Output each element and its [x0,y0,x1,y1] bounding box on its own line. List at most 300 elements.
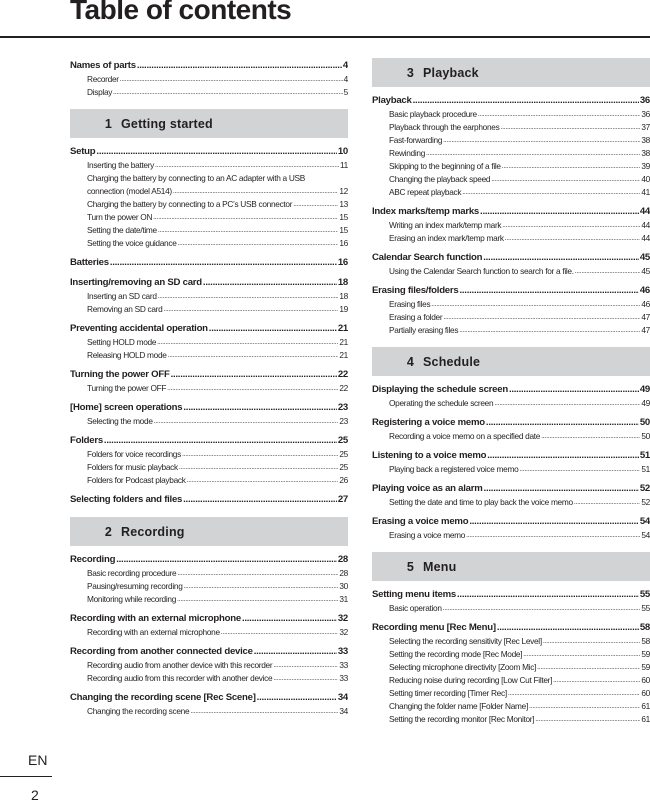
dot-leader [177,593,338,606]
dot-leader [184,580,339,593]
toc-subentry[interactable] [372,602,650,615]
toc-page-number: 36 [641,109,650,119]
toc-entry-label: Recorder [87,74,119,84]
toc-page-number: 52 [639,483,650,494]
toc-entry-label: Playing voice as an alarm [372,483,483,494]
toc-page-number: 49 [641,398,650,408]
toc-subentry[interactable] [70,382,348,395]
dot-leader [431,298,640,311]
toc-section-entry[interactable] [372,587,650,602]
toc-page-number: 41 [641,187,650,197]
dot-leader [177,567,338,580]
toc-page-number: 27 [337,494,348,505]
toc-entry-label: Operating the schedule screen [389,398,494,408]
toc-entry-label: Setting HOLD mode [87,337,157,347]
chapter-title: Recording [121,524,185,539]
toc-page-number: 11 [339,160,348,170]
dot-leader [158,224,339,237]
toc-entry-label: Recording with an external microphone [70,613,241,624]
toc-entry-label: Basic operation [389,603,442,613]
dot-leader [110,255,337,270]
toc-entry-label: Turn the power ON [87,212,153,222]
toc-subentry[interactable] [70,659,348,672]
toc-subentry[interactable] [372,232,650,245]
dot-leader [508,687,641,700]
dot-leader [171,367,337,382]
toc-section-entry[interactable] [70,400,348,415]
toc-page-number: 60 [641,675,650,685]
chapter-number: 1 [104,116,112,131]
dot-leader [158,290,339,303]
chapter-title: Getting started [121,116,213,131]
toc-page-number: 33 [337,646,348,657]
toc-entry-label: Recording from another connected device [70,646,253,657]
toc-page-number: 47 [641,325,650,335]
toc-subentry[interactable] [70,461,348,474]
toc-section-entry[interactable] [70,255,348,270]
toc-subentry[interactable] [70,567,348,580]
dot-leader [443,134,640,147]
dot-leader [575,265,641,278]
toc-subentry[interactable] [372,147,650,160]
dot-leader [457,587,639,602]
toc-entry-label: Index marks/temp marks [372,206,480,217]
toc-subentry[interactable] [70,73,348,86]
toc-page-number: 18 [337,277,348,288]
dot-leader [529,700,640,713]
dot-leader [154,415,339,428]
toc-page-number: 55 [639,589,650,600]
toc-section-entry[interactable] [70,690,348,705]
toc-entry-label: Turning the power OFF [70,369,170,380]
toc-page-number: 47 [641,312,650,322]
dot-leader [203,275,337,290]
toc-page-number: 55 [641,603,650,613]
toc-entry-label: Recording menu [Rec Menu] [372,622,496,633]
toc-subentry[interactable] [70,580,348,593]
chapter-title: Schedule [423,354,481,369]
toc-entry-label: Setting menu items [372,589,456,600]
toc-page-number: 25 [337,435,348,446]
dot-leader [462,186,640,199]
chapter-heading-menu [372,552,650,581]
toc-subentry[interactable] [372,160,650,173]
toc-subentry-continuation[interactable] [70,185,348,198]
toc-entry-label: Setting the date/time [87,225,157,235]
dot-leader [155,159,339,172]
toc-page-number: 38 [641,148,650,158]
dot-leader [574,496,641,509]
toc-subentry[interactable] [372,529,650,542]
dot-leader [486,415,639,430]
toc-subentry[interactable] [372,713,650,726]
toc-entry-label: Inserting/removing an SD card [70,277,202,288]
toc-page-number: 61 [641,714,650,724]
toc-section-entry[interactable] [70,644,348,659]
toc-entry-label: Releasing HOLD mode [87,350,167,360]
toc-page-number: 54 [641,530,650,540]
toc-page-number: 28 [339,568,348,578]
toc-entry-label: Charging the battery by connecting to a PC’s USB connector [87,199,293,209]
dot-leader [153,211,338,224]
toc-page-number: 21 [337,323,348,334]
dot-leader [491,173,640,186]
toc-page-number: 33 [339,673,348,683]
toc-entry-label: Erasing an index mark/temp mark [389,233,504,243]
toc-page-number: 58 [639,622,650,633]
toc-entry-label: Changing the recording scene [Rec Scene] [70,692,256,703]
toc-entry-label: Listening to a voice memo [372,450,487,461]
toc-entry-label: Changing the playback speed [389,174,491,184]
toc-section-entry[interactable] [372,415,650,430]
toc-section-entry[interactable] [372,382,650,397]
dot-leader [167,382,338,395]
toc-entry-label: Monitoring while recording [87,594,177,604]
chapter-number: 3 [406,65,414,80]
toc-entry-label: Names of parts [70,60,136,71]
toc-entry-label: Pausing/resuming recording [87,581,183,591]
toc-subentry[interactable] [372,661,650,674]
toc-entry-label: Displaying the schedule screen [372,384,508,395]
chapter-title: Menu [423,559,457,574]
toc-entry-label: Setting the voice guidance [87,238,177,248]
dot-leader [483,250,639,265]
page-number: 2 [31,787,39,803]
toc-entry-label: Selecting the recording sensitivity [Rec Level] [389,636,542,646]
chapter-heading-getting-started [70,109,348,138]
chapter-heading-playback [372,58,650,87]
toc-entry-label: Erasing a voice memo [389,530,466,540]
toc-entry-label: Removing an SD card [87,304,163,314]
toc-entry-label: Erasing files/folders [372,285,459,296]
toc-entry-label: Writing an index mark/temp mark [389,220,502,230]
toc-entry-label: Erasing files [389,299,431,309]
toc-section-entry[interactable] [70,275,348,290]
toc-entry-label: Setup [70,146,96,157]
dot-leader [173,185,338,198]
toc-subentry[interactable] [70,237,348,250]
toc-section-entry[interactable] [70,144,348,159]
dot-leader [443,311,640,324]
dot-leader [183,400,336,415]
toc-subentry[interactable] [372,265,650,278]
toc-page-number: 23 [337,402,348,413]
dot-leader [426,147,640,160]
toc-subentry[interactable] [70,672,348,685]
toc-page-number: 12 [339,186,348,196]
toc-subentry[interactable] [372,108,650,121]
toc-entry-label: Recording audio from another device with this recorder [87,660,273,670]
toc-left-column [70,58,348,718]
toc-page-number: 40 [641,174,650,184]
toc-subentry[interactable] [70,211,348,224]
toc-subentry[interactable] [372,298,650,311]
toc-entry-label: Playback [372,95,412,106]
toc-page-number: 45 [641,266,650,276]
toc-page-number: 10 [337,146,348,157]
toc-page-number: 44 [639,206,650,217]
dot-leader [537,661,640,674]
toc-page-number: 21 [339,337,348,347]
toc-page-number: 32 [337,613,348,624]
dot-leader [487,448,639,463]
chapter-heading-recording [70,517,348,546]
toc-subentry[interactable] [372,687,650,700]
toc-page-number: 33 [339,660,348,670]
toc-subentry[interactable] [372,121,650,134]
toc-entry-label: Recording [70,554,116,565]
dot-leader [257,690,337,705]
toc-page-number: 23 [339,416,348,426]
dot-leader [116,552,337,567]
toc-subentry[interactable] [70,349,348,362]
toc-page-number: 36 [639,95,650,106]
toc-entry-label: Charging the battery by connecting to an AC adapter with a USB [87,173,306,183]
dot-leader [183,492,337,507]
toc-subentry[interactable] [70,159,348,172]
dot-leader [553,674,640,687]
dot-leader [509,382,639,397]
toc-section-entry[interactable] [70,367,348,382]
toc-subentry[interactable] [372,463,650,476]
page-title: Table of contents [70,0,292,25]
toc-entry-label: Turning the power OFF [87,383,167,393]
toc-entry-label: Recording audio from this recorder with another device [87,673,273,683]
dot-leader [459,283,638,298]
toc-page-number: 25 [339,449,348,459]
toc-entry-label: Calendar Search function [372,252,483,263]
toc-page-number: 16 [337,257,348,268]
toc-page-number: 37 [641,122,650,132]
toc-page-number: 50 [641,431,650,441]
toc-entry-label: Setting the recording monitor [Rec Monitor] [389,714,535,724]
toc-subentry[interactable] [70,336,348,349]
toc-entry-label: Fast-forwarding [389,135,443,145]
chapter-number: 2 [104,524,112,539]
dot-leader [535,713,640,726]
dot-leader [519,463,640,476]
toc-section-entry[interactable] [372,93,650,108]
toc-entry-label: Display [87,87,113,97]
toc-page-number: 32 [339,627,348,637]
dot-leader [190,705,338,718]
toc-page-number: 38 [641,135,650,145]
toc-page-number: 13 [339,199,348,209]
chapter-number: 5 [406,559,414,574]
toc-page-number: 25 [339,462,348,472]
toc-entry-label: Basic recording procedure [87,568,177,578]
dot-leader [96,144,336,159]
toc-entry-label: [Home] screen operations [70,402,183,413]
toc-subentry[interactable] [372,635,650,648]
toc-subentry[interactable] [372,674,650,687]
chapter-heading-schedule [372,347,650,376]
toc-entry-label: Playback through the earphones [389,122,500,132]
toc-entry-label: Changing the folder name [Folder Name] [389,701,528,711]
toc-subentry[interactable] [70,172,348,185]
toc-entry-label: Using the Calendar Search function to search for a file. [389,266,574,276]
dot-leader [523,648,640,661]
toc-entry-label: Partially erasing files [389,325,459,335]
toc-entry-label: Recording a voice memo on a specified date [389,431,541,441]
toc-entry-label: Reducing noise during recording [Low Cut Filter] [389,675,553,685]
dot-leader [478,108,641,121]
toc-subentry[interactable] [70,415,348,428]
dot-leader [484,481,639,496]
dot-leader [163,303,338,316]
toc-subentry[interactable] [372,700,650,713]
toc-subentry[interactable] [70,448,348,461]
toc-entry-label: Folders for voice recordings [87,449,181,459]
toc-entry-label: Rewinding [389,148,426,158]
toc-entry-label: Selecting the mode [87,416,153,426]
toc-subentry[interactable] [372,219,650,232]
toc-page-number: 21 [339,350,348,360]
language-tab: EN [28,752,48,768]
toc-entry-label: Selecting microphone directivity [Zoom Mic] [389,662,537,672]
toc-entry-label: Selecting folders and files [70,494,183,505]
toc-subentry[interactable] [372,430,650,443]
toc-entry-label: Recording with an external microphone [87,627,220,637]
dot-leader [137,58,342,73]
language-divider [0,776,52,777]
toc-entry-label: Folders for music playback [87,462,178,472]
toc-page-number: 4 [342,60,348,71]
dot-leader [494,397,640,410]
toc-entry-label: Basic playback procedure [389,109,477,119]
toc-page-number: 59 [641,649,650,659]
toc-page-number: 30 [339,581,348,591]
dot-leader [120,73,343,86]
toc-page-number: 44 [641,220,650,230]
dot-leader [209,321,337,336]
toc-section-entry[interactable] [372,514,650,529]
toc-page-number: 18 [339,291,348,301]
toc-entry-label: Registering a voice memo [372,417,485,428]
dot-leader [179,461,338,474]
dot-leader [168,349,339,362]
toc-entry-label: Erasing a voice memo [372,516,469,527]
toc-page-number: 58 [641,636,650,646]
toc-subentry[interactable] [70,593,348,606]
toc-page-number: 28 [337,554,348,565]
dot-leader [178,237,339,250]
toc-page-number: 46 [641,299,650,309]
toc-subentry[interactable] [372,397,650,410]
dot-leader [469,514,639,529]
toc-page-number: 49 [639,384,650,395]
toc-section-entry[interactable] [372,448,650,463]
toc-subentry[interactable] [372,496,650,509]
dot-leader [104,433,337,448]
toc-subentry[interactable] [70,474,348,487]
dot-leader [480,204,639,219]
toc-subentry[interactable] [70,86,348,99]
toc-entry-label: Inserting an SD card [87,291,157,301]
toc-entry-label: Changing the recording scene [87,706,190,716]
dot-leader [497,620,639,635]
toc-page-number: 22 [339,383,348,393]
toc-page-number: 26 [339,475,348,485]
toc-section-entry[interactable] [70,58,348,73]
toc-page-number: 39 [641,161,650,171]
toc-section-entry[interactable] [372,481,650,496]
toc-subentry[interactable] [372,324,650,337]
toc-section-entry[interactable] [70,611,348,626]
toc-page-number: 50 [639,417,650,428]
toc-subentry[interactable] [70,198,348,211]
toc-page-number: 22 [337,369,348,380]
toc-entry-label: Batteries [70,257,109,268]
dot-leader [459,324,640,337]
toc-entry-label: ABC repeat playback [389,187,462,197]
toc-page-number: 15 [339,225,348,235]
toc-section-entry[interactable] [372,620,650,635]
toc-subentry[interactable] [372,186,650,199]
dot-leader [221,626,339,639]
toc-section-entry[interactable] [70,552,348,567]
toc-subentry[interactable] [70,626,348,639]
toc-page-number: 52 [641,497,650,507]
toc-subentry[interactable] [70,290,348,303]
toc-subentry[interactable] [70,705,348,718]
dot-leader [273,659,338,672]
dot-leader [543,635,641,648]
toc-page-number: 16 [339,238,348,248]
toc-page-number: 15 [339,212,348,222]
dot-leader [502,219,640,232]
toc-section-entry[interactable] [372,250,650,265]
toc-section-entry[interactable] [372,204,650,219]
toc-entry-label: Setting timer recording [Timer Rec] [389,688,507,698]
dot-leader [113,86,343,99]
toc-entry-label: Folders for Podcast playback [87,475,186,485]
toc-subentry[interactable] [372,648,650,661]
toc-page-number: 59 [641,662,650,672]
chapter-number: 4 [406,354,414,369]
dot-leader [273,672,338,685]
dot-leader [242,611,337,626]
toc-subentry[interactable] [70,224,348,237]
toc-page-number: 19 [339,304,348,314]
dot-leader [293,198,338,211]
toc-section-entry[interactable] [70,433,348,448]
toc-page-number: 60 [641,688,650,698]
dot-leader [182,448,338,461]
dot-leader [413,93,639,108]
toc-subentry[interactable] [70,303,348,316]
dot-leader [443,602,641,615]
toc-entry-label: Playing back a registered voice memo [389,464,519,474]
toc-subentry[interactable] [372,134,650,147]
toc-section-entry[interactable] [70,492,348,507]
toc-subentry[interactable] [372,173,650,186]
toc-page-number: 51 [639,450,650,461]
toc-subentry[interactable] [372,311,650,324]
toc-page-number: 34 [339,706,348,716]
toc-page-number: 31 [339,594,348,604]
dot-leader [541,430,640,443]
toc-page-number: 61 [641,701,650,711]
toc-entry-label: connection (model A514) [87,186,172,196]
toc-section-entry[interactable] [70,321,348,336]
toc-right-column [372,58,650,726]
dot-leader [254,644,337,659]
toc-section-entry[interactable] [372,283,650,298]
dot-leader [505,232,641,245]
toc-page-number: 54 [639,516,650,527]
title-divider [0,36,650,38]
